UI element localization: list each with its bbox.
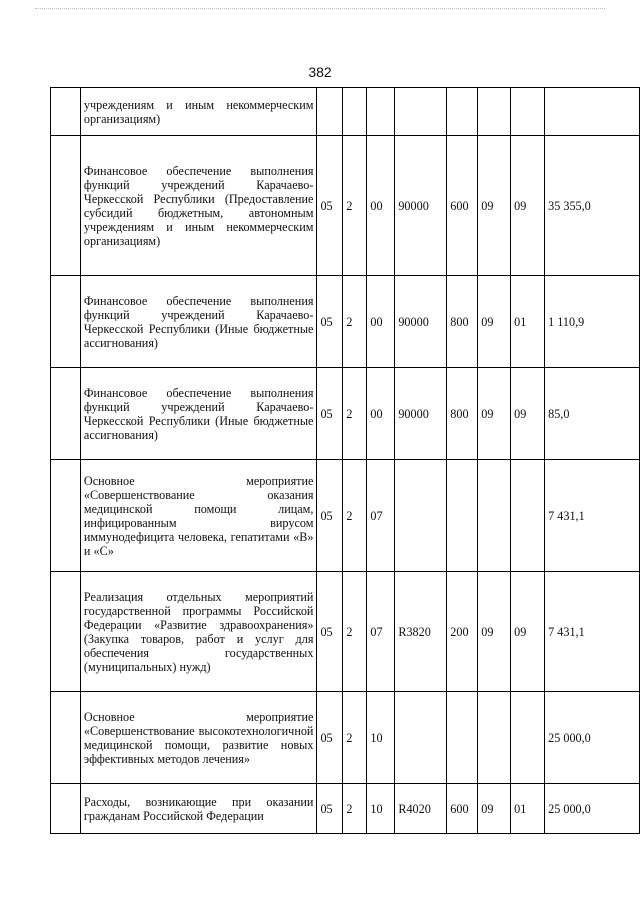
code-cell-c6: 09 [478, 368, 511, 460]
item-name-cell: Расходы, возникающие при оказании гражданам Российской Федерации [80, 784, 317, 834]
code-cell-c6: 09 [478, 276, 511, 368]
code-cell-c4: 90000 [395, 276, 447, 368]
item-name-cell: Финансовое обеспечение выполнения функций учреждений Карачаево-Черкесской Республики (Предоставление субсидий бюджетным, автономным учреждениям и иным некоммерческим организациям) [80, 136, 317, 276]
item-name-cell: учреждениям и иным некоммерческим организациям) [80, 88, 317, 136]
code-cell-c2: 2 [343, 368, 367, 460]
item-name-cell: Основное мероприятие «Совершенствование оказания медицинской помощи лицам, инфицированным вирусом иммунодефицита человека, гепатитами «В» и «С» [80, 460, 317, 572]
table-row [51, 460, 640, 572]
code-cell-c3: 00 [367, 136, 395, 276]
code-cell-c7: 09 [511, 368, 545, 460]
code-cell-c4 [395, 88, 447, 136]
amount-cell: 7 431,1 [545, 572, 640, 692]
code-cell-c7 [511, 88, 545, 136]
blank-cell [51, 460, 81, 572]
code-cell-c5: 800 [447, 276, 478, 368]
item-name-cell: Реализация отдельных мероприятий государственной программы Российской Федерации «Развитие здравоохранения» (Закупка товаров, работ и услуг для обеспечения государственных (муниципальных) нужд) [80, 572, 317, 692]
code-cell-c4: 90000 [395, 136, 447, 276]
code-cell-c5 [447, 88, 478, 136]
item-name-cell: Основное мероприятие «Совершенствование высокотехнологичной медицинской помощи, развитие новых эффективных методов лечения» [80, 692, 317, 784]
code-cell-c5: 200 [447, 572, 478, 692]
code-cell-c7: 09 [511, 136, 545, 276]
table-row [51, 136, 640, 276]
code-cell-c1: 05 [317, 784, 343, 834]
amount-cell [545, 88, 640, 136]
code-cell-c5: 600 [447, 784, 478, 834]
code-cell-c2: 2 [343, 136, 367, 276]
blank-cell [51, 692, 81, 784]
code-cell-c1: 05 [317, 572, 343, 692]
amount-cell: 7 431,1 [545, 460, 640, 572]
code-cell-c3 [367, 88, 395, 136]
blank-cell [51, 784, 81, 834]
code-cell-c7: 09 [511, 572, 545, 692]
code-cell-c3: 10 [367, 784, 395, 834]
code-cell-c6: 09 [478, 572, 511, 692]
code-cell-c3: 07 [367, 572, 395, 692]
amount-cell: 85,0 [545, 368, 640, 460]
code-cell-c1: 05 [317, 136, 343, 276]
budget-table [50, 87, 640, 834]
amount-cell: 1 110,9 [545, 276, 640, 368]
code-cell-c6: 09 [478, 784, 511, 834]
code-cell-c5: 600 [447, 136, 478, 276]
blank-cell [51, 276, 81, 368]
table-row [51, 784, 640, 834]
amount-cell: 25 000,0 [545, 692, 640, 784]
code-cell-c4: 90000 [395, 368, 447, 460]
table-row [51, 276, 640, 368]
page-number: 382 [308, 64, 332, 80]
code-cell-c2: 2 [343, 276, 367, 368]
code-cell-c6 [478, 692, 511, 784]
code-cell-c2 [343, 88, 367, 136]
code-cell-c3: 00 [367, 368, 395, 460]
code-cell-c7 [511, 692, 545, 784]
code-cell-c4 [395, 460, 447, 572]
item-name-cell: Финансовое обеспечение выполнения функций учреждений Карачаево-Черкесской Республики (Иные бюджетные ассигнования) [80, 368, 317, 460]
table-row [51, 692, 640, 784]
code-cell-c4 [395, 692, 447, 784]
blank-cell [51, 136, 81, 276]
code-cell-c4: R3820 [395, 572, 447, 692]
table-row [51, 88, 640, 136]
scan-edge-line [35, 8, 605, 10]
blank-cell [51, 88, 81, 136]
code-cell-c6: 09 [478, 136, 511, 276]
code-cell-c5 [447, 692, 478, 784]
item-name-cell: Финансовое обеспечение выполнения функций учреждений Карачаево-Черкесской Республики (Иные бюджетные ассигнования) [80, 276, 317, 368]
table-row [51, 368, 640, 460]
code-cell-c3: 00 [367, 276, 395, 368]
code-cell-c6 [478, 88, 511, 136]
code-cell-c1 [317, 88, 343, 136]
code-cell-c2: 2 [343, 460, 367, 572]
blank-cell [51, 368, 81, 460]
code-cell-c2: 2 [343, 692, 367, 784]
code-cell-c2: 2 [343, 572, 367, 692]
amount-cell: 25 000,0 [545, 784, 640, 834]
code-cell-c5 [447, 460, 478, 572]
blank-cell [51, 572, 81, 692]
code-cell-c1: 05 [317, 692, 343, 784]
code-cell-c1: 05 [317, 460, 343, 572]
code-cell-c1: 05 [317, 368, 343, 460]
code-cell-c6 [478, 460, 511, 572]
code-cell-c2: 2 [343, 784, 367, 834]
table-row [51, 572, 640, 692]
amount-cell: 35 355,0 [545, 136, 640, 276]
code-cell-c7: 01 [511, 276, 545, 368]
code-cell-c5: 800 [447, 368, 478, 460]
code-cell-c3: 07 [367, 460, 395, 572]
code-cell-c4: R4020 [395, 784, 447, 834]
code-cell-c1: 05 [317, 276, 343, 368]
code-cell-c3: 10 [367, 692, 395, 784]
code-cell-c7: 01 [511, 784, 545, 834]
code-cell-c7 [511, 460, 545, 572]
